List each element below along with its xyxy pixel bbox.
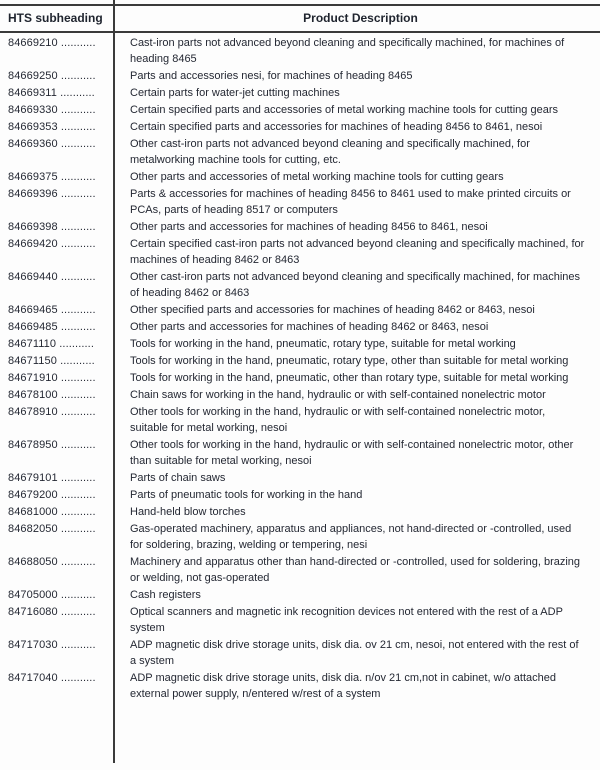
leader-dots: ...........: [60, 304, 96, 316]
hts-code-cell: [0, 236, 121, 269]
hts-code-cell: [0, 670, 121, 703]
leader-dots: ...........: [60, 238, 96, 250]
table-row: [0, 487, 600, 504]
hts-code-cell: [0, 269, 121, 302]
product-description-cell: Certain specified cast-iron parts not advanced beyond cleaning and specifically machined, for machines of heading 8462 or 8463: [130, 238, 585, 266]
table-row: [0, 637, 600, 670]
product-description-cell: Other cast-iron parts not advanced beyond cleaning and specifically machined, for metalworking machine tools for cutting, etc.: [130, 138, 530, 166]
leader-dots: ...........: [60, 355, 95, 367]
table-row: [0, 269, 600, 302]
leader-dots: ...........: [60, 672, 96, 684]
leader-dots: ...........: [60, 606, 96, 618]
table-row: [0, 32, 600, 68]
product-description-cell: Other tools for working in the hand, hydraulic or with self-contained nonelectric motor, other than suitable for metal working, nesoi: [130, 439, 574, 467]
table-row: [0, 336, 600, 353]
hts-code-cell: [0, 219, 121, 236]
hts-code-cell: [0, 119, 121, 136]
table-row: [0, 169, 600, 186]
product-description-cell: Parts and accessories nesi, for machines of heading 8465: [130, 70, 413, 82]
hts-code-cell: [0, 68, 121, 85]
table-row: [0, 370, 600, 387]
hts-code-cell: [0, 102, 121, 119]
hts-subheading-table: [0, 4, 600, 703]
column-header-hts-subheading: HTS subheading: [0, 5, 121, 32]
hts-code-cell: [0, 32, 121, 68]
hts-code: 84679200: [8, 489, 58, 501]
hts-code: 84678950: [8, 439, 58, 451]
leader-dots: ...........: [60, 70, 96, 82]
leader-dots: ...........: [60, 589, 96, 601]
table-row: [0, 85, 600, 102]
hts-code: 84669465: [8, 304, 58, 316]
table-row: [0, 387, 600, 404]
table-row: [0, 102, 600, 119]
table-row: [0, 470, 600, 487]
leader-dots: ...........: [60, 439, 96, 451]
product-description-cell: Certain specified parts and accessories of metal working machine tools for cutting gears: [130, 104, 558, 116]
leader-dots: ...........: [60, 372, 96, 384]
hts-code-cell: [0, 470, 121, 487]
leader-dots: ...........: [60, 188, 96, 200]
hts-code-cell: [0, 404, 121, 437]
hts-code: 84716080: [8, 606, 58, 618]
product-description-cell: Tools for working in the hand, pneumatic, other than rotary type, suitable for metal working: [130, 372, 569, 384]
hts-code: 84681000: [8, 506, 58, 518]
hts-code: 84669210: [8, 37, 58, 49]
hts-code: 84671910: [8, 372, 58, 384]
leader-dots: ...........: [59, 338, 94, 350]
hts-code-cell: [0, 387, 121, 404]
product-description-cell: Parts of pneumatic tools for working in the hand: [130, 489, 363, 501]
hts-code: 84679101: [8, 472, 58, 484]
product-description-cell: Other specified parts and accessories for machines of heading 8462 or 8463, nesoi: [130, 304, 535, 316]
hts-code: 84678910: [8, 406, 58, 418]
hts-code: 84705000: [8, 589, 58, 601]
hts-code: 84669396: [8, 188, 58, 200]
product-description-cell: Hand-held blow torches: [130, 506, 246, 518]
hts-code: 84669420: [8, 238, 58, 250]
leader-dots: ...........: [60, 37, 96, 49]
leader-dots: ...........: [60, 523, 96, 535]
hts-code-cell: [0, 437, 121, 470]
hts-code-cell: [0, 319, 121, 336]
hts-code: 84669485: [8, 321, 58, 333]
hts-code-cell: [0, 186, 121, 219]
product-description-cell: Cash registers: [130, 589, 201, 601]
product-description-cell: Cast-iron parts not advanced beyond cleaning and specifically machined, for machines of heading 8465: [130, 37, 565, 65]
table-row: [0, 68, 600, 85]
leader-dots: ...........: [60, 171, 96, 183]
table-row: [0, 670, 600, 703]
table-row: [0, 521, 600, 554]
hts-code: 84682050: [8, 523, 58, 535]
hts-code: 84669311: [8, 87, 57, 99]
product-description-cell: Chain saws for working in the hand, hydraulic or with self-contained nonelectric motor: [130, 389, 546, 401]
product-description-cell: Other tools for working in the hand, hydraulic or with self-contained nonelectric motor, suitable for metal working, nesoi: [130, 406, 546, 434]
product-description-cell: Gas-operated machinery, apparatus and appliances, not hand-directed or -controlled, used for soldering, brazing, welding or tempering, nesi: [130, 523, 572, 551]
table-header: [0, 5, 600, 32]
table-row: [0, 587, 600, 604]
table-row: [0, 236, 600, 269]
table-row: [0, 353, 600, 370]
leader-dots: ...........: [60, 87, 95, 99]
hts-code-cell: [0, 136, 121, 169]
hts-code-cell: [0, 487, 121, 504]
hts-code: 84669330: [8, 104, 58, 116]
leader-dots: ...........: [60, 221, 96, 233]
column-header-product-description: Product Description: [121, 5, 600, 32]
hts-code-cell: [0, 370, 121, 387]
table-row: [0, 404, 600, 437]
leader-dots: ...........: [60, 104, 96, 116]
table-row: [0, 554, 600, 587]
table-body: [0, 32, 600, 703]
product-description-cell: Tools for working in the hand, pneumatic, rotary type, suitable for metal working: [130, 338, 516, 350]
hts-code: 84688050: [8, 556, 58, 568]
table-row: [0, 136, 600, 169]
hts-code-cell: [0, 604, 121, 637]
leader-dots: ...........: [60, 406, 96, 418]
hts-code-cell: [0, 504, 121, 521]
header-row: [0, 5, 600, 32]
table-row: [0, 319, 600, 336]
leader-dots: ...........: [60, 506, 96, 518]
table-row: [0, 504, 600, 521]
product-description-cell: ADP magnetic disk drive storage units, disk dia. ov 21 cm, nesoi, not entered with the rest of a system: [130, 639, 579, 667]
hts-code: 84669353: [8, 121, 58, 133]
hts-code: 84671150: [8, 355, 57, 367]
product-description-cell: ADP magnetic disk drive storage units, disk dia. n/ov 21 cm,not in cabinet, w/o attached external power supply, n/entered w/rest of a system: [130, 672, 556, 700]
leader-dots: ...........: [60, 389, 96, 401]
hts-code: 84669440: [8, 271, 58, 283]
hts-code-cell: [0, 169, 121, 186]
hts-code: 84669398: [8, 221, 58, 233]
product-description-cell: Other parts and accessories for machines of heading 8462 or 8463, nesoi: [130, 321, 489, 333]
leader-dots: ...........: [60, 472, 96, 484]
hts-code-cell: [0, 521, 121, 554]
product-description-cell: Machinery and apparatus other than hand-directed or -controlled, used for soldering, brazing or welding, not gas-operated: [130, 556, 581, 584]
hts-code: 84671110: [8, 338, 57, 350]
hts-code: 84669250: [8, 70, 58, 82]
leader-dots: ...........: [60, 271, 96, 283]
leader-dots: ...........: [60, 138, 96, 150]
product-description-cell: Certain parts for water-jet cutting machines: [130, 87, 340, 99]
table-row: [0, 302, 600, 319]
hts-code-cell: [0, 637, 121, 670]
hts-code-cell: [0, 554, 121, 587]
hts-code: 84669375: [8, 171, 58, 183]
product-description-cell: Other parts and accessories for machines of heading 8456 to 8461, nesoi: [130, 221, 488, 233]
product-description-cell: Certain specified parts and accessories for machines of heading 8456 to 8461, nesoi: [130, 121, 543, 133]
hts-code-cell: [0, 587, 121, 604]
table-row: [0, 604, 600, 637]
product-description-cell: Other cast-iron parts not advanced beyond cleaning and specifically machined, for machines of heading 8462 or 8463: [130, 271, 581, 299]
leader-dots: ...........: [60, 639, 96, 651]
table-row: [0, 219, 600, 236]
leader-dots: ...........: [60, 121, 96, 133]
leader-dots: ...........: [60, 556, 96, 568]
hts-code: 84678100: [8, 389, 58, 401]
leader-dots: ...........: [60, 321, 96, 333]
hts-code: 84717030: [8, 639, 58, 651]
hts-code-cell: [0, 302, 121, 319]
hts-code-cell: [0, 85, 121, 102]
hts-code: 84669360: [8, 138, 58, 150]
table-row: [0, 437, 600, 470]
hts-code: 84717040: [8, 672, 58, 684]
hts-code-cell: [0, 336, 121, 353]
table-row: [0, 119, 600, 136]
product-description-cell: Optical scanners and magnetic ink recognition devices not entered with the rest of a ADP system: [130, 606, 563, 634]
product-description-cell: Tools for working in the hand, pneumatic, rotary type, other than suitable for metal working: [130, 355, 569, 367]
hts-code-cell: [0, 353, 121, 370]
product-description-cell: Parts & accessories for machines of heading 8456 to 8461 used to make printed circuits or PCAs, parts of heading 8517 or computers: [130, 188, 571, 216]
leader-dots: ...........: [60, 489, 96, 501]
table-row: [0, 186, 600, 219]
product-description-cell: Other parts and accessories of metal working machine tools for cutting gears: [130, 171, 504, 183]
product-description-cell: Parts of chain saws: [130, 472, 226, 484]
